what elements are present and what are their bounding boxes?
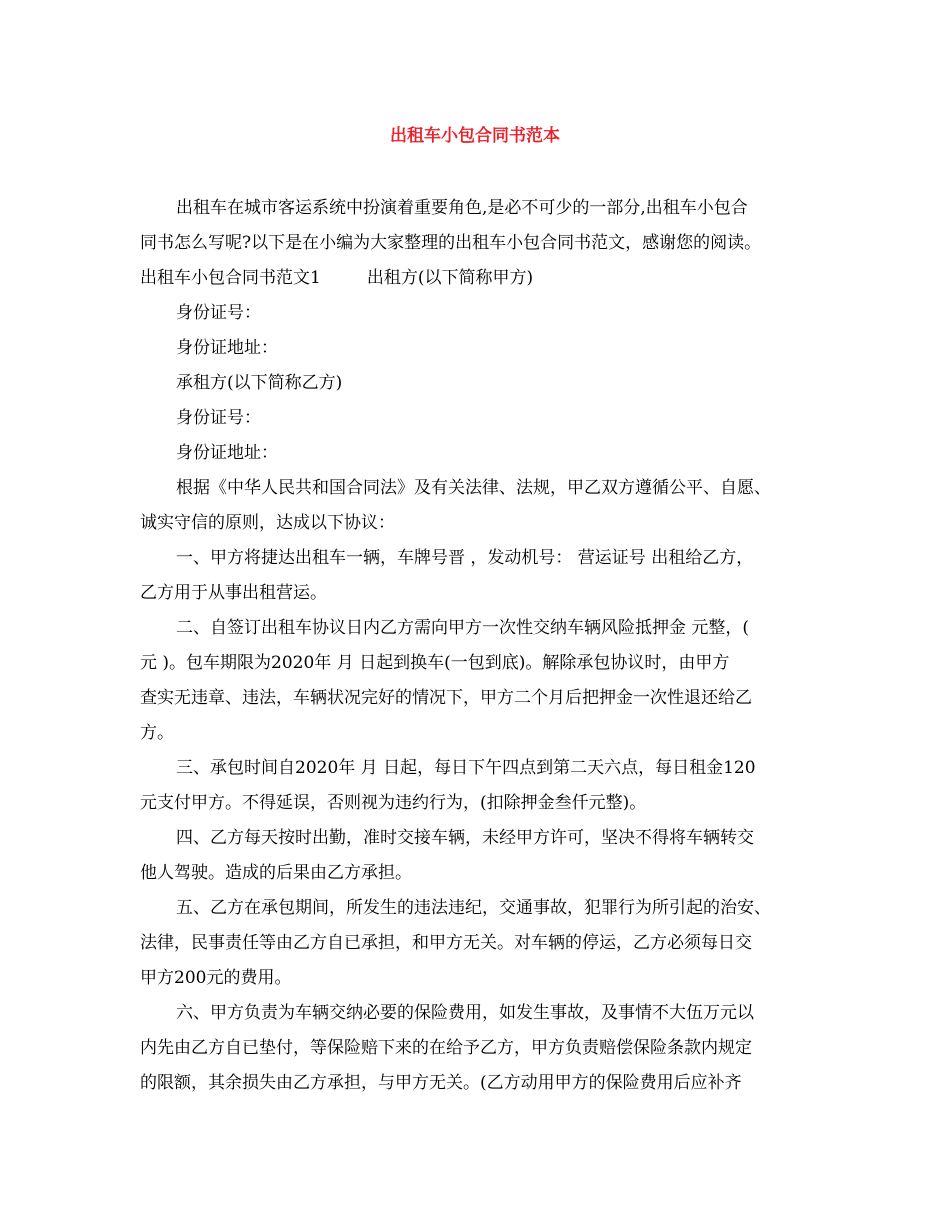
lessee-label: 承租方(以下简称乙方) — [176, 373, 343, 393]
field-id-number: 身份证号： — [176, 303, 261, 323]
paragraph-line: 出租车在城市客运系统中扮演着重要角色,是必不可少的一部分,出租车小包合 — [176, 198, 748, 218]
paragraph-line: 同书怎么写呢?以下是在小编为大家整理的出租车小包合同书范文，感谢您的阅读。 — [140, 233, 762, 253]
clause-line: 三、承包时间自2020年 月 日起，每日下午四点到第二天六点，每日租金120 — [176, 758, 756, 778]
clause-line: 二、自签订出租车协议日内乙方需向甲方一次性交纳车辆风险抵押金 元整，( — [176, 618, 750, 638]
heading-line — [140, 261, 828, 296]
clause-line: 甲方200元的费用。 — [140, 968, 292, 988]
clause-line: 他人驾驶。造成的后果由乙方承担。 — [140, 863, 412, 883]
clause-line: 内先由乙方自已垫付，等保险赔下来的在给予乙方，甲方负责赔偿保险条款内规定 — [140, 1038, 752, 1058]
paragraph-line: 诚实守信的原则，达成以下协议： — [140, 513, 395, 533]
clause-line: 法律，民事责任等由乙方自已承担，和甲方无关。对车辆的停运，乙方必须每日交 — [140, 933, 752, 953]
sample-heading: 出租车小包合同书范文1 — [140, 268, 321, 288]
document-title: 出租车小包合同书范本 — [390, 126, 560, 146]
clause-line: 乙方用于从事出租营运。 — [140, 583, 327, 603]
clause-line: 查实无违章、违法，车辆状况完好的情况下，甲方二个月后把押金一次性退还给乙 — [140, 688, 752, 708]
document-body — [140, 191, 828, 1101]
clause-line: 四、乙方每天按时出勤，准时交接车辆，未经甲方许可，坚决不得将车辆转交 — [176, 828, 754, 848]
clause-line: 元支付甲方。不得延误，否则视为违约行为，(扣除押金叁仟元整)。 — [140, 793, 647, 813]
field-id-address: 身份证地址： — [176, 338, 278, 358]
clause-line: 一、甲方将捷达出租车一辆，车牌号晋 ，发动机号： 营运证号 出租给乙方， — [176, 548, 754, 568]
paragraph-line: 根据《中华人民共和国合同法》及有关法律、法规，甲乙双方遵循公平、自愿、 — [176, 478, 771, 498]
clause-line: 的限额，其余损失由乙方承担，与甲方无关。(乙方动用甲方的保险费用后应补齐 — [140, 1073, 742, 1093]
lessor-label: 出租方(以下简称甲方) — [366, 268, 534, 288]
clause-line: 方。 — [140, 723, 174, 743]
field-id-address: 身份证地址： — [176, 443, 278, 463]
clause-line: 元 )。包车期限为2020年 月 日起到换车(一包到底)。解除承包协议时，由甲方 — [140, 653, 730, 673]
clause-line: 六、甲方负责为车辆交纳必要的保险费用，如发生事故，及事情不大伍万元以 — [176, 1003, 754, 1023]
clause-line: 五、乙方在承包期间，所发生的违法违纪，交通事故，犯罪行为所引起的治安、 — [176, 898, 771, 918]
field-id-number: 身份证号： — [176, 408, 261, 428]
